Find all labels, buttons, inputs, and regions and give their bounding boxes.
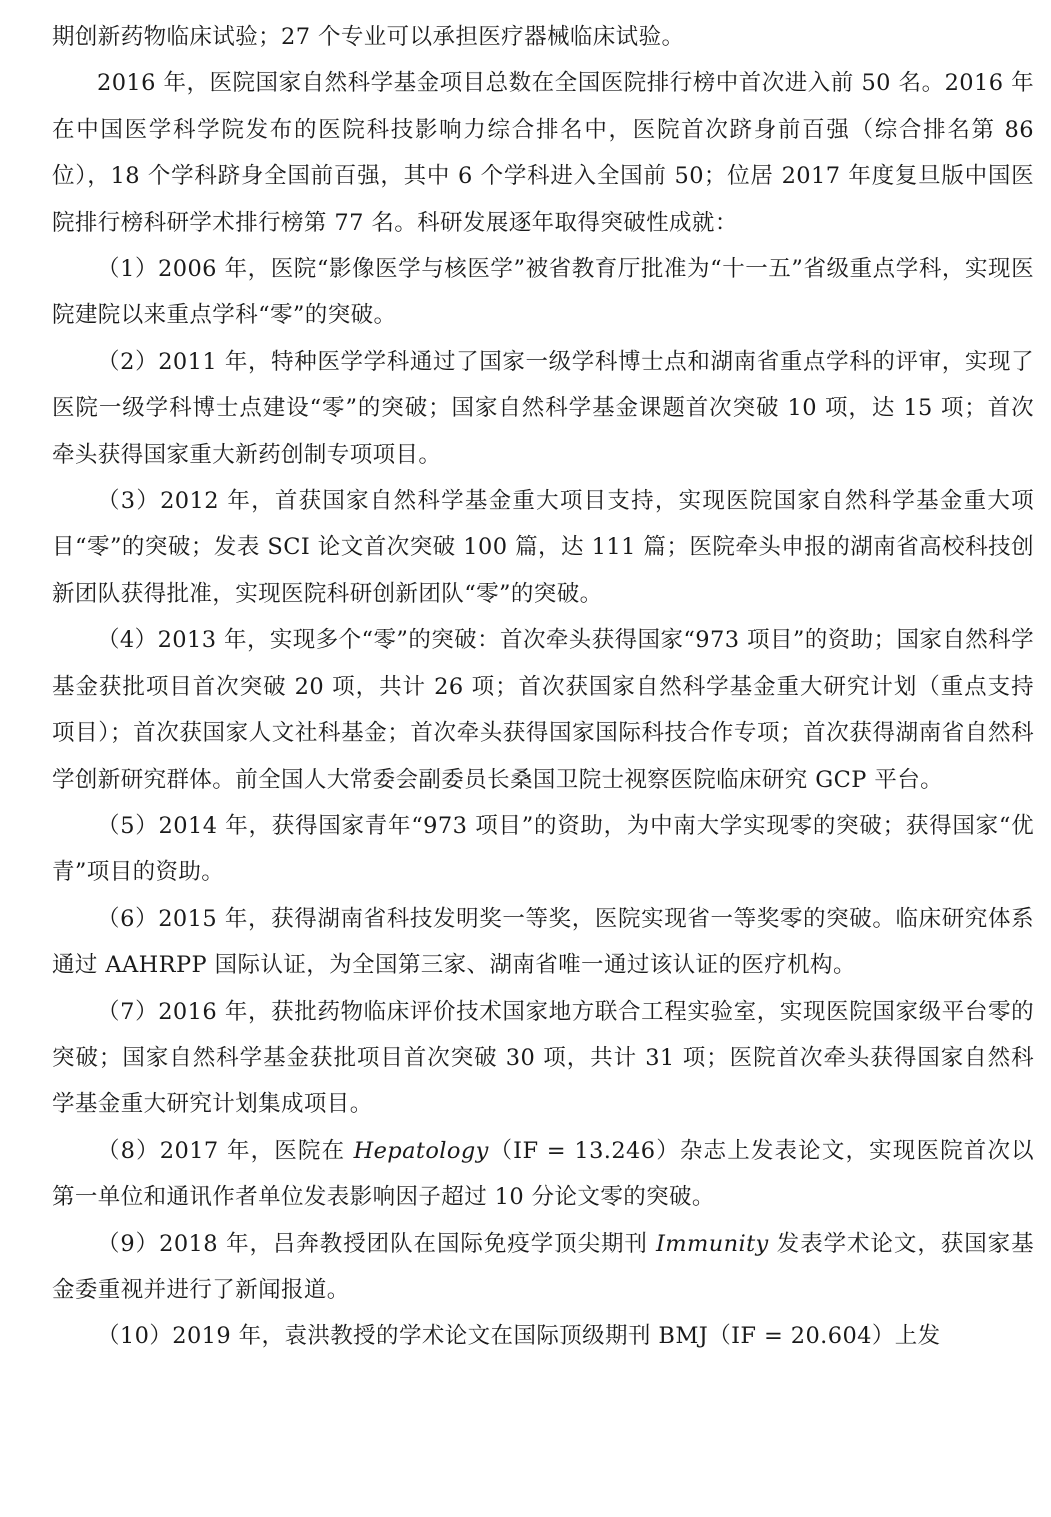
journal-name-immunity: Immunity xyxy=(655,1230,769,1257)
list-item-8 xyxy=(52,1128,1034,1221)
list-item-8-text-end: （IF = 13.246）杂志上发表论文，实现医院首次以第一单位和通讯作者单位发表影响因子超过 10 分论文零的突破。 xyxy=(52,1137,1034,1211)
paragraph-ranking: 2016 年，医院国家自然科学基金项目总数在全国医院排行榜中首次进入前 50 名。2016 年在中国医学科学院发布的医院科技影响力综合排名中，医院首次跻身前百强（综合排名第 86 位），18 个学科跻身全国前百强，其中 6 个学科进入全国前 50；位居 2017 年度复旦版中国医院排行榜科研学术排行榜第 77 名。科研发展逐年取得突破性成就： xyxy=(52,70,1034,236)
list-item-1: （1）2006 年，医院“影像医学与核医学”被省教育厅批准为“十一五”省级重点学科，实现医院建院以来重点学科“零”的突破。 xyxy=(52,256,1034,329)
journal-name-hepatology: Hepatology xyxy=(353,1137,489,1164)
list-item-9-text-end: 发表学术论文，获国家基金委重视并进行了新闻报道。 xyxy=(52,1230,1034,1303)
paragraph-intro: 期创新药物临床试验；27 个专业可以承担医疗器械临床试验。 xyxy=(52,24,685,50)
list-item-8-text-start: （8）2017 年，医院在 xyxy=(97,1137,354,1164)
list-item-7: （7）2016 年，获批药物临床评价技术国家地方联合工程实验室，实现医院国家级平台零的突破；国家自然科学基金获批项目首次突破 30 项，共计 31 项；医院首次牵头获得国家自然科学基金重大研究计划集成项目。 xyxy=(52,998,1034,1118)
list-item-3: （3）2012 年，首获国家自然科学基金重大项目支持，实现医院国家自然科学基金重大项目“零”的突破；发表 SCI 论文首次突破 100 篇，达 111 篇；医院牵头申报的湖南省高校科技创新团队获得批准，实现医院科研创新团队“零”的突破。 xyxy=(52,488,1034,607)
document-page xyxy=(52,14,1034,1360)
list-item-9 xyxy=(52,1221,1034,1314)
list-item-5: （5）2014 年，获得国家青年“973 项目”的资助，为中南大学实现零的突破；获得国家“优青”项目的资助。 xyxy=(52,812,1034,886)
list-item-6: （6）2015 年，获得湖南省科技发明奖一等奖，医院实现省一等奖零的突破。临床研究体系通过 AAHRPP 国际认证，为全国第三家、湖南省唯一通过该认证的医疗机构。 xyxy=(52,905,1034,979)
list-item-2: （2）2011 年，特种医学学科通过了国家一级学科博士点和湖南省重点学科的评审，实现了医院一级学科博士点建设“零”的突破；国家自然科学基金课题首次突破 10 项，达 15 项；首次牵头获得国家重大新药创制专项项目。 xyxy=(52,348,1034,468)
list-item-10: （10）2019 年，袁洪教授的学术论文在国际顶级期刊 BMJ（IF = 20.604）上发 xyxy=(97,1323,941,1350)
list-item-9-text-start: （9）2018 年，吕奔教授团队在国际免疫学顶尖期刊 xyxy=(97,1230,656,1257)
list-item-4: （4）2013 年，实现多个“零”的突破：首次牵头获得国家“973 项目”的资助；国家自然科学基金获批项目首次突破 20 项，共计 26 项；首次获国家自然科学基金重大研究计划（重点支持项目）；首次获国家人文社科基金；首次牵头获得国家国际科技合作专项；首次获得湖南省自然科学创新研究群体。前全国人大常委会副委员长桑国卫院士视察医院临床研究 GCP 平台。 xyxy=(52,627,1034,793)
